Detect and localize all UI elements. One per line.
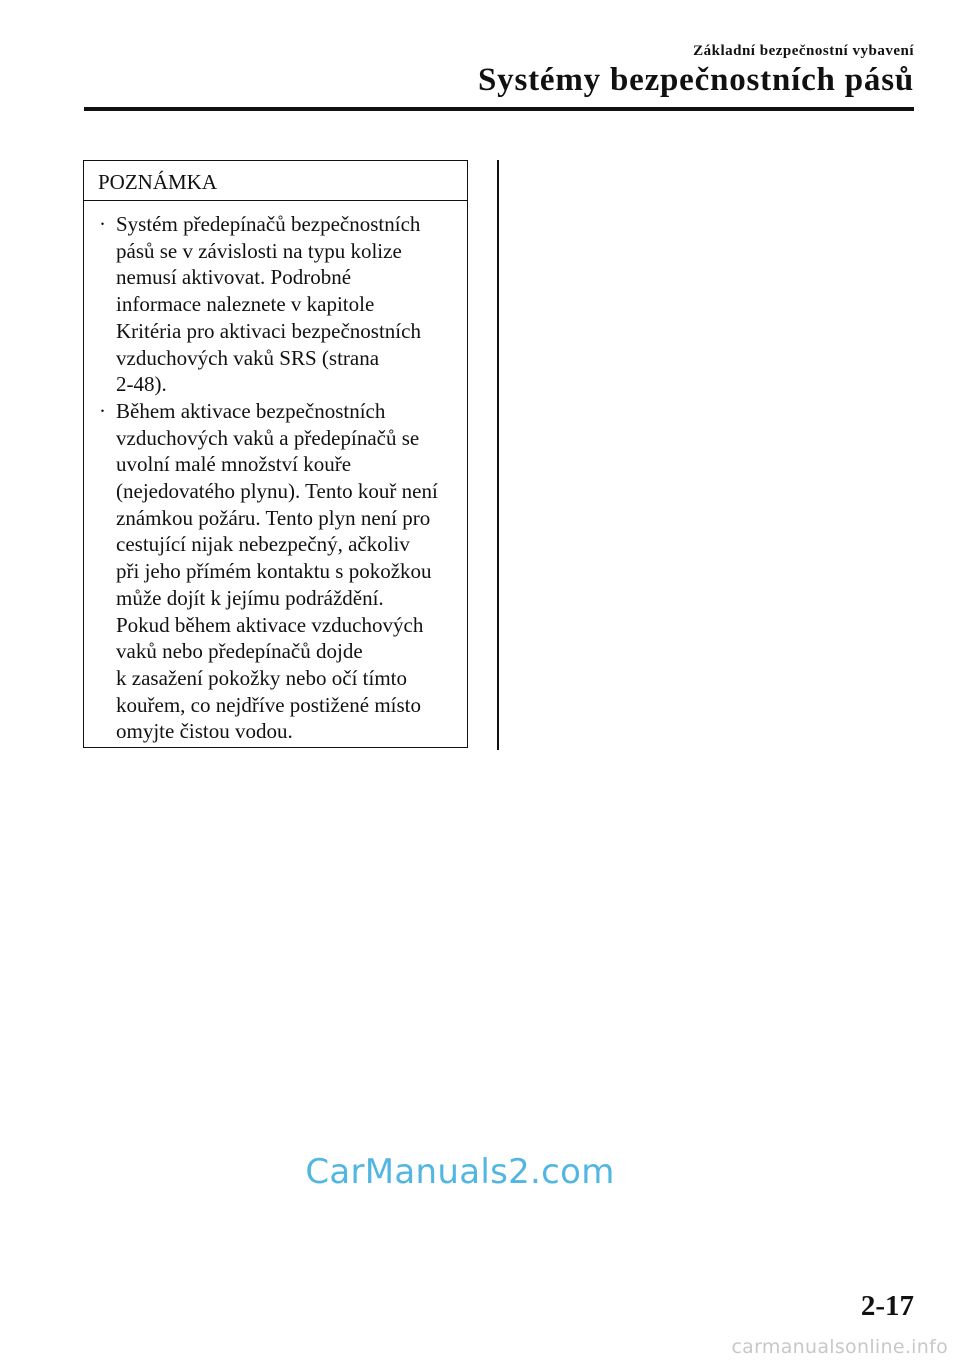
note-line: uvolní malé množství kouře [116,452,352,477]
note-line: 2-48). [116,372,167,397]
bullet-icon: · [99,212,106,236]
section-title: Základní bezpečnostní vybavení [693,43,914,59]
note-line: cestující nijak nebezpečný, ačkoliv [116,532,410,557]
note-line: vzduchových vaků SRS (strana [116,345,380,370]
note-line: Kritéria pro aktivaci bezpečnostních [116,318,421,343]
note-item [84,398,467,745]
footer-site: carmanualsonline.info [731,1336,948,1358]
note-item [84,211,467,398]
note-line: k zasažení pokožky nebo očí tímto [116,665,407,690]
note-box [83,160,468,748]
note-line: (nejedovatého plynu). Tento kouř není [116,479,438,504]
page-number: 2-17 [860,1290,914,1322]
column-divider [497,160,499,750]
note-line: vaků nebo předepínačů dojde [116,639,363,664]
note-list [84,211,467,745]
bullet-icon: · [99,398,106,423]
note-line: Pokud během aktivace vzduchových [116,612,424,637]
note-line: vzduchových vaků a předepínačů se [116,425,420,450]
note-heading: POZNÁMKA [84,161,467,201]
note-line: nemusí aktivovat. Podrobné [116,265,352,290]
note-line: Během aktivace bezpečnostních [116,398,386,423]
note-line: Systém předepínačů bezpečnostních [116,212,421,236]
note-line: pásů se v závislosti na typu kolize [116,238,402,263]
note-line: kouřem, co nejdříve postižené místo [116,692,422,717]
header-rule [84,107,914,111]
note-line: může dojít k jejímu podráždění. [116,585,384,610]
note-line: omyjte čistou vodou. [116,719,293,744]
note-line: informace naleznete v kapitole [116,292,375,317]
chapter-title: Systémy bezpečnostních pásů [478,62,914,98]
note-line: známkou požáru. Tento plyn není pro [116,505,431,530]
note-line: při jeho přímém kontaktu s pokožkou [116,559,432,584]
watermark-logo: CarManuals2.com [305,1152,615,1192]
